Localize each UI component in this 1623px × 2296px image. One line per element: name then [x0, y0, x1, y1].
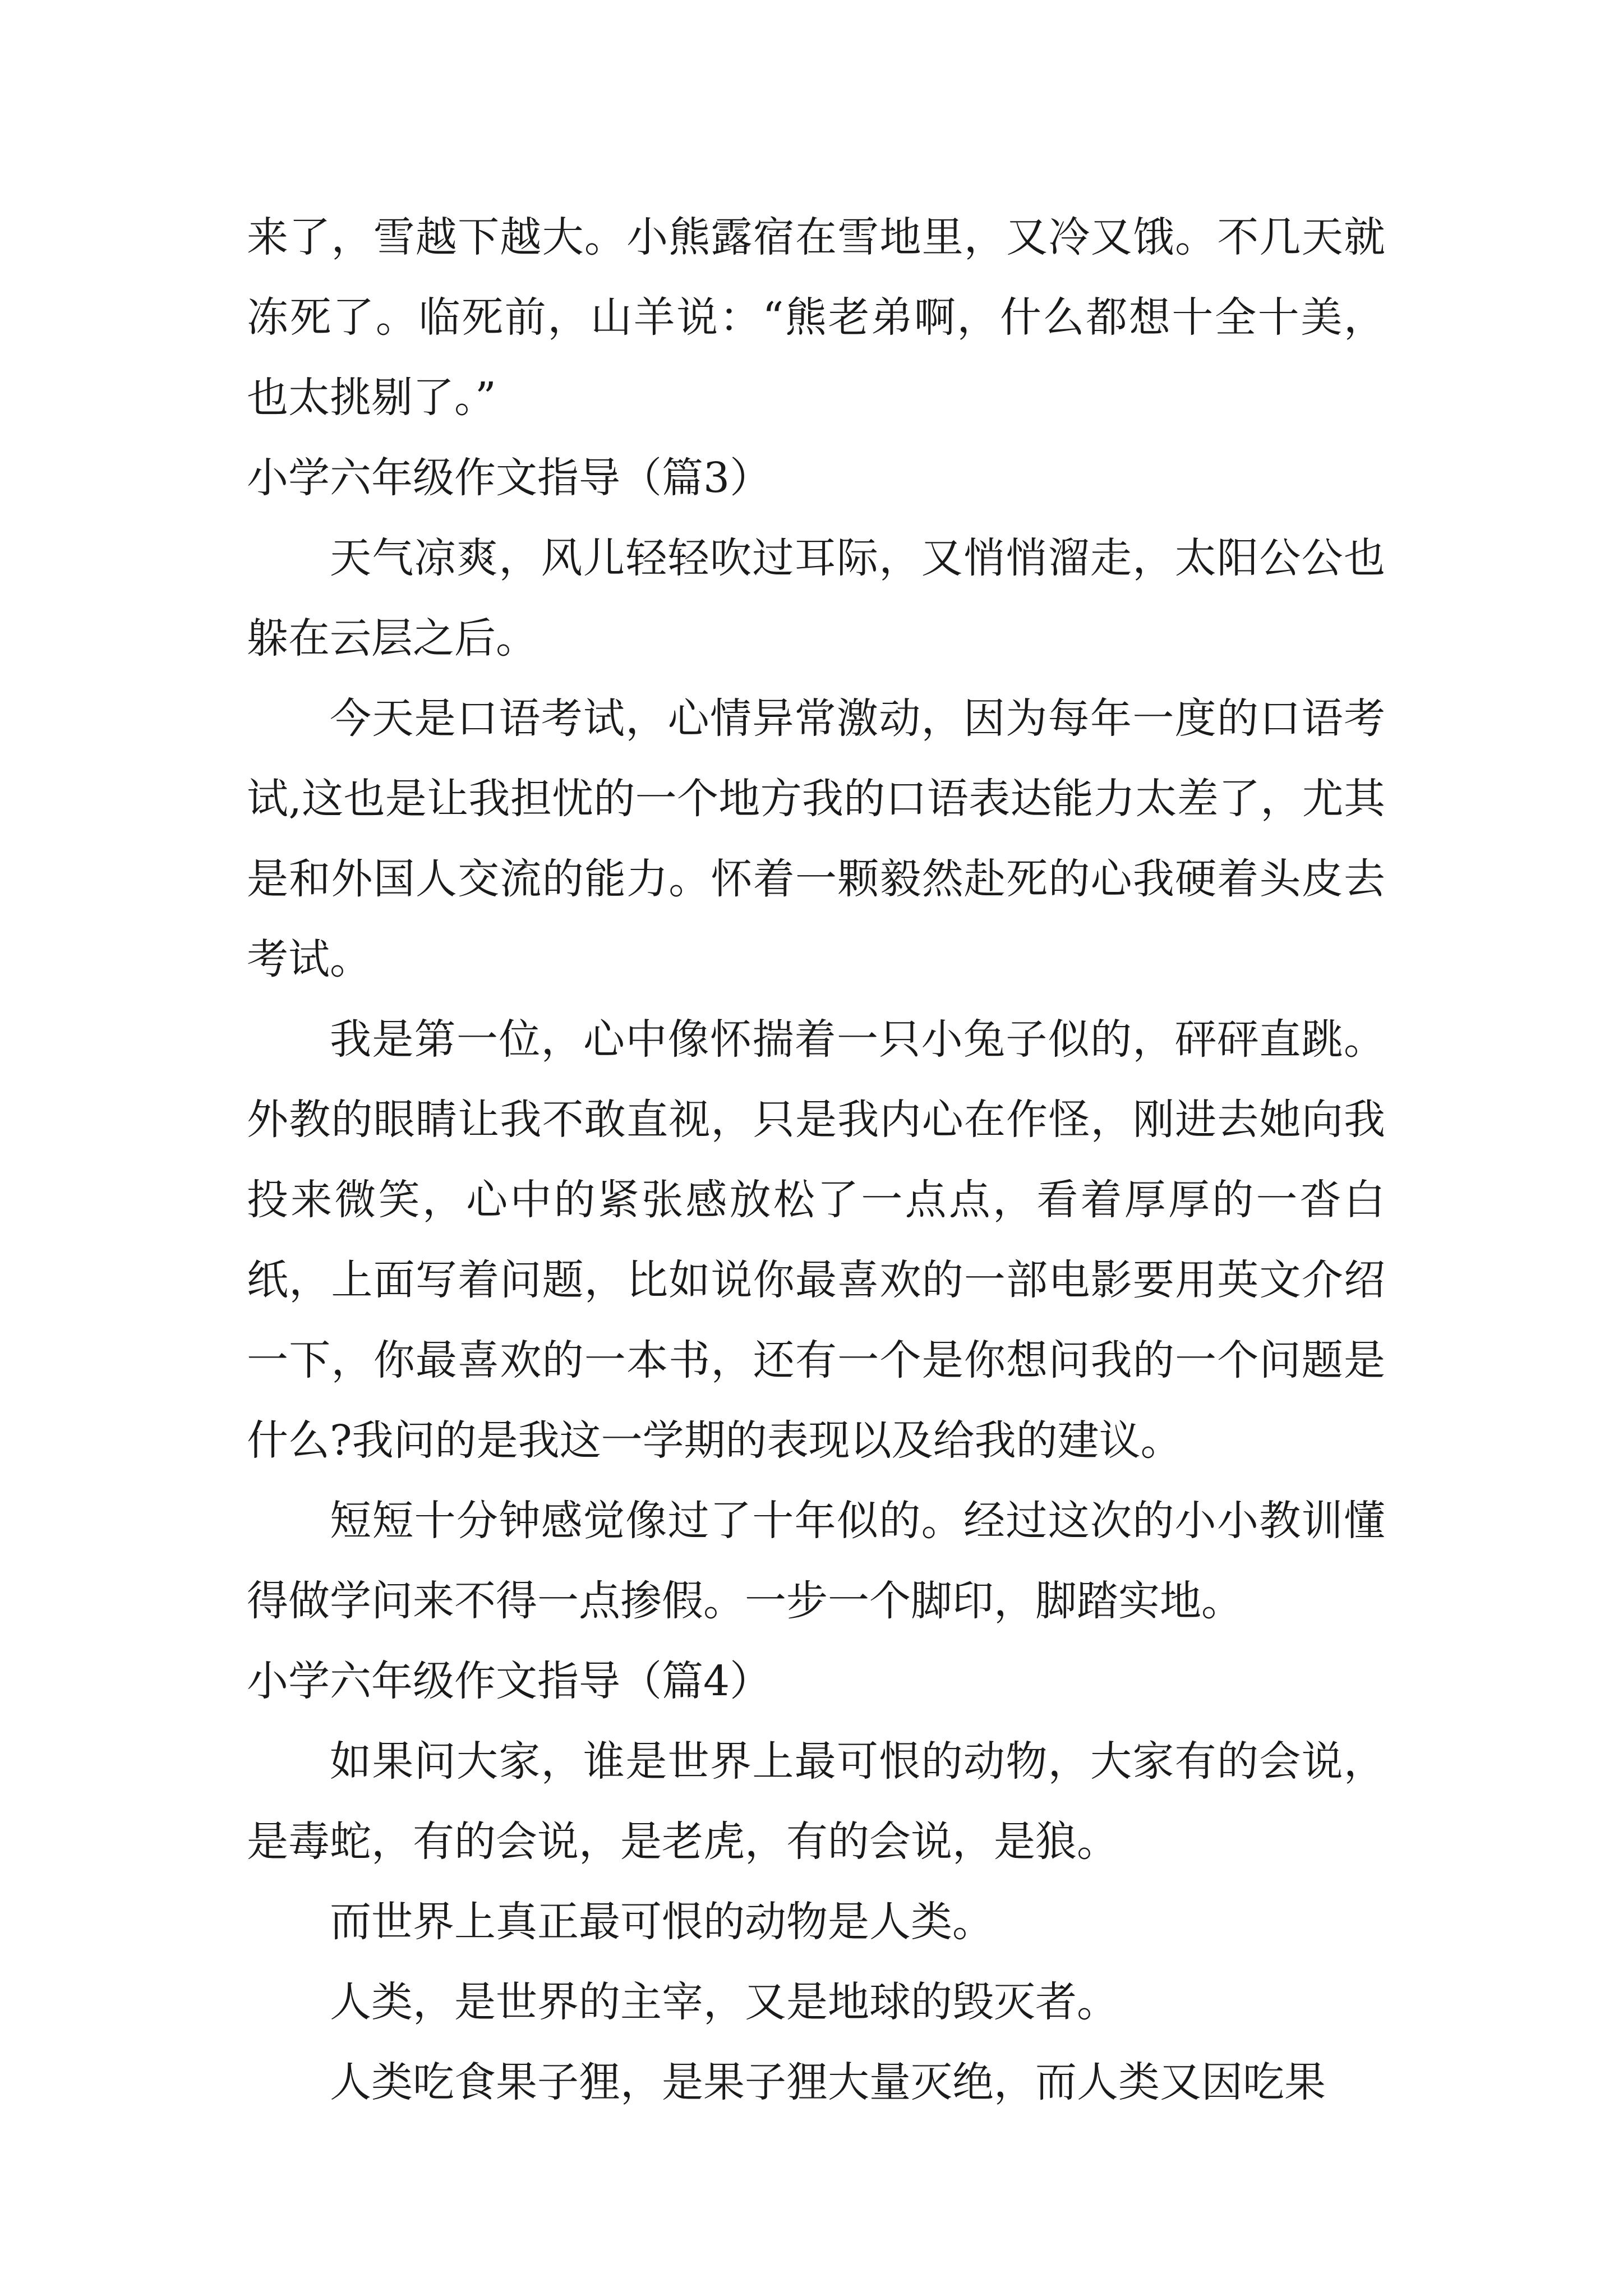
- document-body: [247, 197, 1385, 2123]
- paragraph: 如果问大家，谁是世界上最可恨的动物，大家有的会说，是毒蛇，有的会说，是老虎，有的会说，是狼。: [247, 1737, 1385, 1866]
- paragraph: 而世界上真正最可恨的动物是人类。: [330, 1898, 994, 1946]
- paragraph: 短短十分钟感觉像过了十年似的。经过这次的小小教训懂得做学问来不得一点掺假。一步一个脚印，脚踏实地。: [247, 1497, 1385, 1625]
- paragraph-continuation: 来了，雪越下越大。小熊露宿在雪地里，又冷又饿。不几天就冻死了。临死前，山羊说：“熊老弟啊，什么都想十全十美，也太挑剔了。”: [247, 213, 1385, 422]
- paragraph: 今天是口语考试，心情异常激动，因为每年一度的口语考试,这也是让我担忧的一个地方我的口语表达能力太差了，尤其是和外国人交流的能力。怀着一颗毅然赴死的心我硬着头皮去考试。: [247, 694, 1385, 983]
- section-heading-3: 小学六年级作文指导（篇3）: [247, 454, 772, 502]
- paragraph: 人类吃食果子狸，是果子狸大量灭绝，而人类又因吃果: [330, 2058, 1326, 2106]
- paragraph: 我是第一位，心中像怀揣着一只小兔子似的，砰砰直跳。外教的眼睛让我不敢直视，只是我内心在作怪，刚进去她向我投来微笑，心中的紧张感放松了一点点，看着厚厚的一沓白纸，上面写着问题，比如说你最喜欢的一部电影要用英文介绍一下，你最喜欢的一本书，还有一个是你想问我的一个问题是什么?我问的是我这一学期的表现以及给我的建议。: [247, 1015, 1385, 1465]
- section-heading-4: 小学六年级作文指导（篇4）: [247, 1657, 772, 1705]
- paragraph: 人类，是世界的主宰，又是地球的毁灭者。: [330, 1978, 1118, 2026]
- paragraph: 天气凉爽，风儿轻轻吹过耳际，又悄悄溜走，太阳公公也躲在云层之后。: [247, 534, 1385, 662]
